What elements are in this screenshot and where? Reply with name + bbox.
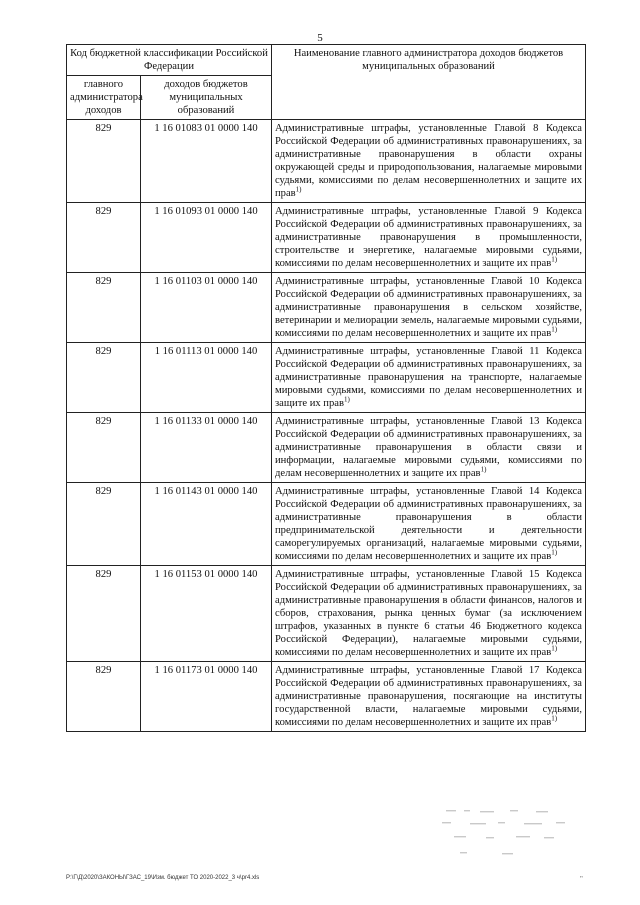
description-text: Административные штрафы, установленные Главой 15 Кодекса Российской Федерации об административных правонарушениях, за административные правонарушения в области финансов, налогов и сборов, страхования, рынка ценных бумаг (за исключением штрафов, указанных в пункте 6 статьи 46 Бюджетного кодекса Российской Федерации), налагаемые мировыми судьями, комиссиями по делам несовершеннолетних и защите их прав <box>275 569 582 658</box>
description-text: Административные штрафы, установленные Главой 10 Кодекса Российской Федерации об административных правонарушениях, за административные правонарушения в сельском хозяйстве, ветеринарии и мелиорации земель, налагаемые мировыми судьями, комиссиями по делам несовершеннолетних и защите их прав <box>275 276 582 339</box>
footnote-mark: 1) <box>480 465 487 474</box>
description-cell <box>272 483 586 566</box>
admin-column-header: главного администратора доходов <box>67 76 141 120</box>
kbk-code-cell: 1 16 01113 01 0000 140 <box>141 343 272 413</box>
table-row <box>67 483 586 566</box>
page-number: 5 <box>317 32 323 44</box>
admin-code-cell: 829 <box>67 203 141 273</box>
admin-code-cell: 829 <box>67 273 141 343</box>
kbk-code-cell: 1 16 01133 01 0000 140 <box>141 413 272 483</box>
description-cell <box>272 343 586 413</box>
admin-code-cell: 829 <box>67 413 141 483</box>
table-row <box>67 566 586 662</box>
kbk-code-cell: 1 16 01103 01 0000 140 <box>141 273 272 343</box>
footnote-mark: 1) <box>551 325 558 334</box>
admin-code-cell: 829 <box>67 483 141 566</box>
description-cell <box>272 662 586 732</box>
table-header <box>67 45 586 120</box>
table-row <box>67 343 586 413</box>
admin-code-cell: 829 <box>67 662 141 732</box>
description-text: Административные штрафы, установленные Главой 13 Кодекса Российской Федерации об административных правонарушениях, за административные правонарушения в области связи и информации, налагаемые мировыми судьями, комиссиями по делам несовершеннолетних и защите их прав <box>275 416 582 479</box>
description-cell <box>272 120 586 203</box>
description-text: Административные штрафы, установленные Главой 11 Кодекса Российской Федерации об административных правонарушениях, за административные правонарушения на транспорте, налагаемые мировыми судьями, комиссиями по делам несовершеннолетних и защите их прав <box>275 346 582 409</box>
description-cell <box>272 566 586 662</box>
kbk-code-cell: 1 16 01153 01 0000 140 <box>141 566 272 662</box>
description-text: Административные штрафы, установленные Главой 9 Кодекса Российской Федерации об административных правонарушениях, за административные правонарушения в промышленности, строительстве и энергетике, налагаемые мировыми судьями, комиссиями по делам несовершеннолетних и защите их прав <box>275 206 582 269</box>
admin-code-cell: 829 <box>67 566 141 662</box>
table-row <box>67 120 586 203</box>
footnote-mark: 1) <box>551 255 558 264</box>
description-cell <box>272 273 586 343</box>
revenue-admin-table <box>66 44 586 732</box>
income-column-header: доходов бюджетов муниципальных образований <box>141 76 272 120</box>
description-text: Административные штрафы, установленные Главой 14 Кодекса Российской Федерации об административных правонарушениях, за административные правонарушения в области предпринимательской деятельности и деятельности саморегулируемых организаций, налагаемые мировыми судьями, комиссиями по делам несовершеннолетних и защите их прав <box>275 486 582 562</box>
table-body <box>67 120 586 732</box>
footnote-mark: 1) <box>295 185 302 194</box>
footnote-mark: 1) <box>551 644 558 653</box>
kbk-code-cell: 1 16 01083 01 0000 140 <box>141 120 272 203</box>
footnote-mark: 1) <box>551 548 558 557</box>
admin-code-cell: 829 <box>67 120 141 203</box>
description-cell <box>272 203 586 273</box>
admin-code-cell: 829 <box>67 343 141 413</box>
footnote-mark: 1) <box>343 395 350 404</box>
footer-mark: " <box>580 875 583 883</box>
table-row <box>67 662 586 732</box>
kbk-code-cell: 1 16 01143 01 0000 140 <box>141 483 272 566</box>
description-text: Административные штрафы, установленные Главой 17 Кодекса Российской Федерации об административных правонарушениях, за административные правонарушения, посягающие на институты государственной власти, налагаемые мировыми судьями, комиссиями по делам несовершеннолетних и защите их прав <box>275 665 582 728</box>
table-row <box>67 413 586 483</box>
description-text: Административные штрафы, установленные Главой 8 Кодекса Российской Федерации об административных правонарушениях, за административные правонарушения в области охраны окружающей среды и природопользования, налагаемые мировыми судьями, комиссиями по делам несовершеннолетних и защите их прав <box>275 123 582 199</box>
kbk-code-cell: 1 16 01093 01 0000 140 <box>141 203 272 273</box>
footnote-mark: 1) <box>551 714 558 723</box>
description-cell <box>272 413 586 483</box>
file-path-footer: P:\Г\Д\2020\ЗАКОНЫ\ГЗАС_19\Изм. бюджет ТО 2020-2022_3 ч\pr4.xls <box>66 875 260 881</box>
table-row <box>67 203 586 273</box>
name-column-header: Наименование главного администратора доходов бюджетов муниципальных образований <box>272 45 586 120</box>
kbk-code-cell: 1 16 01173 01 0000 140 <box>141 662 272 732</box>
kbk-group-header: Код бюджетной классификации Российской Федерации <box>67 45 272 76</box>
table-row <box>67 273 586 343</box>
scan-noise-marks <box>440 806 580 862</box>
